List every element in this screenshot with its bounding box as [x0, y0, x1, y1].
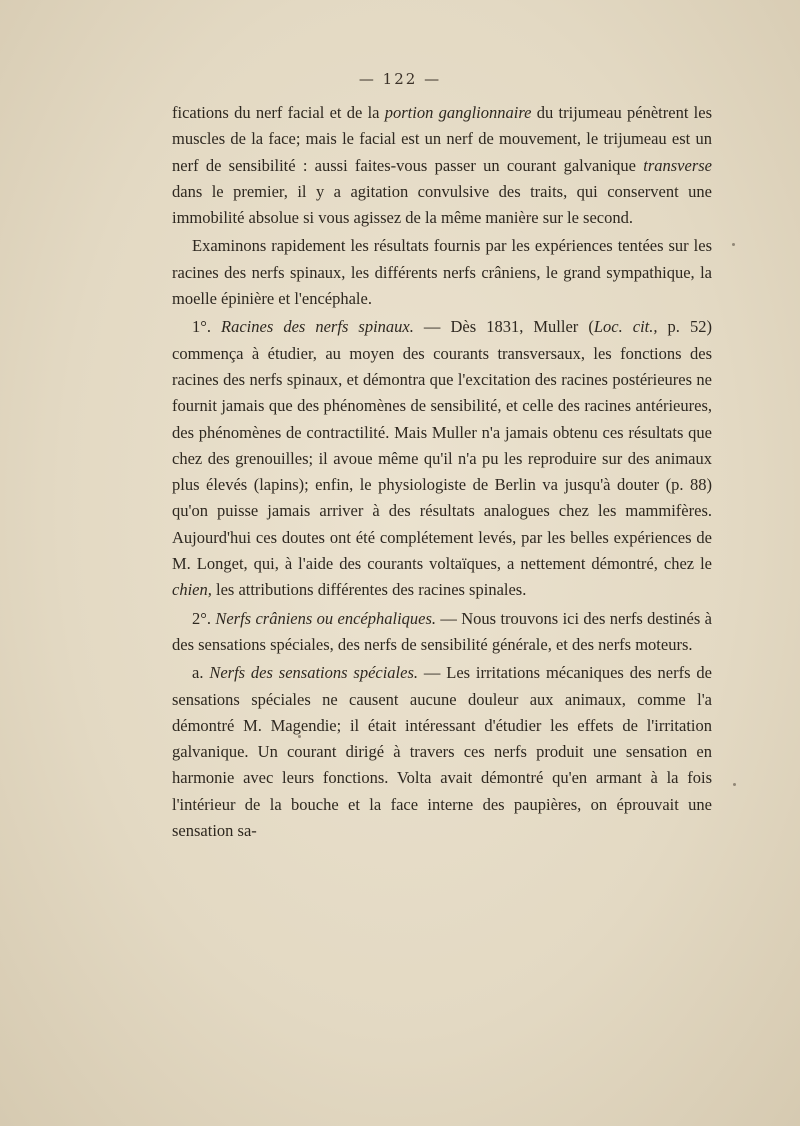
page-number: — 122 —: [358, 70, 442, 88]
text-run: 1°.: [192, 317, 222, 337]
paragraph-special-senses: [172, 660, 712, 844]
italic-run: Loc. cit.,: [593, 317, 658, 337]
text-run: dans le premier, il y a agitation convulsive des traits, qui conservent une immobilité absolue si vous agissez de la même manière sur le second.: [172, 181, 712, 228]
italic-run: Nerfs crâniens ou encéphaliques.: [215, 608, 437, 628]
paragraph-examinons: [172, 233, 712, 312]
text-run: — Nous trouvons ici des nerfs destinés à des sensations spéciales, des nerfs de sensibilité générale, et des nerfs moteurs.: [172, 608, 712, 654]
italic-run: Racines des nerfs spinaux.: [221, 317, 414, 337]
text-run: du trijumeau pénètrent les muscles de la face; mais le facial est un nerf de mouvement, le trijumeau est un nerf de sensibilité : aussi faites-vous passer un courant galvanique: [172, 103, 712, 175]
italic-run: portion ganglionnaire: [384, 103, 532, 122]
paragraph-spinal-roots: [172, 314, 712, 603]
italic-run: chien,: [172, 580, 212, 600]
paper-speck: [298, 735, 301, 738]
paragraph-facial-trigeminal: [172, 100, 712, 231]
paragraph-cranial-nerves: [172, 606, 712, 659]
body-text: [172, 100, 712, 844]
text-run: 2°.: [192, 608, 216, 628]
text-run: les attributions différentes des racines spinales.: [211, 580, 527, 600]
italic-run: Nerfs des sensations spéciales.: [209, 663, 419, 683]
paper-speck: [733, 783, 736, 786]
text-run: fications du nerf facial et de la: [172, 103, 385, 122]
text-run: p. 52) commença à étudier, au moyen des courants transversaux, les fonctions des racines des nerfs spinaux, et démontra que l'excitation des racines postérieures ne fournit jamais que des phénomènes de sensibilité, et celle des racines antérieures, des phénomènes de contractilité. Mais Muller n'a jamais obtenu ces résultats que chez des grenouilles; il avoue même qu'il n'a pu les reproduire sur des animaux plus élevés (lapins); enfin, le physiologiste de Berlin va jusqu'à douter (p. 88) qu'on puisse jamais arriver à des résultats analogues chez les mammifères. Aujourd'hui ces doutes ont été complétement levés, par les belles expériences de M. Longet, qui, à l'aide des courants voltaïques, a nettement démontré, chez le: [172, 317, 712, 574]
text-run: — Les irritations mécaniques des nerfs de sensations spéciales ne causent aucune douleur aux animaux, comme l'a démontré M. Magendie; il était intéressant d'étudier les effets de l'irritation galvanique. Un courant dirigé à travers ces nerfs produit une sensation en harmonie avec leurs fonctions. Volta avait démontré qu'en armant à la fois l'intérieur de la bouche et la face interne des paupières, on éprouvait une sensation sa-: [172, 663, 712, 841]
paper-speck: [732, 243, 735, 246]
italic-run: transverse: [643, 155, 712, 175]
text-run: — Dès 1831, Muller (: [413, 317, 594, 337]
text-run: a.: [192, 663, 210, 683]
text-run: Examinons rapidement les résultats fournis par les expériences tentées sur les racines des nerfs spinaux, les différents nerfs crâniens, le grand sympathique, la moelle épinière et l'encéphale.: [172, 236, 712, 309]
